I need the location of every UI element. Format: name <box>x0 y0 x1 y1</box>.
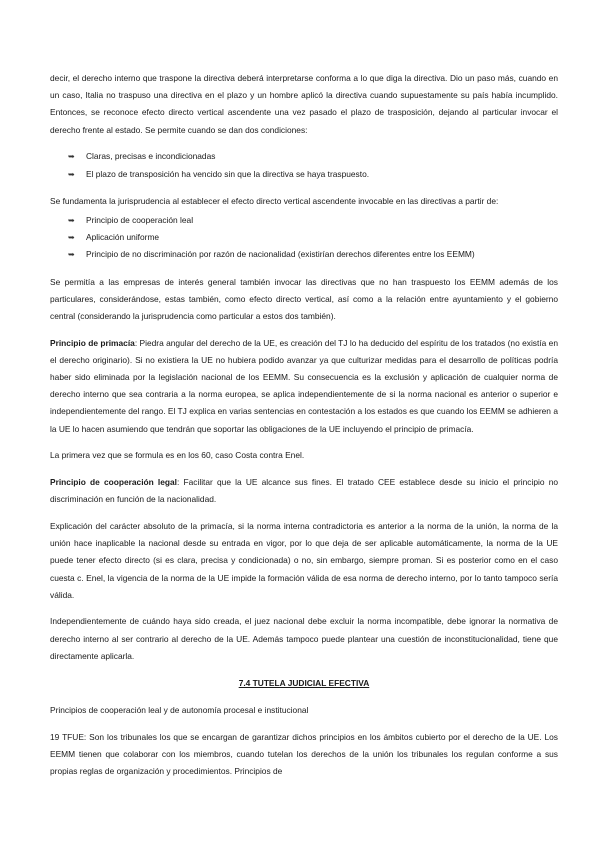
paragraph-jurisprudence: Se fundamenta la jurisprudencia al establecer el efecto directo vertical ascendente invocable en las directivas a partir de: <box>50 195 499 206</box>
list-item: ➥ El plazo de transposición ha vencido sin que la directiva se haya traspuesto. <box>68 166 558 183</box>
paragraph-absolute-primacy: Explicación del carácter absoluto de la primacía, si la norma interna contradictoria es anterior a la norma de la unión, la norma de la unión hace inaplicable la nacional desde su entrada en vigor, por lo que deja de ser aplicable automáticamente, la norma de la UE puede tener efecto directo (si es clara, precisa y condicionada) o no, sin embargo, siempre proman. Si es posterior como en el caso cuesta c. Enel, la vigencia de la norma de la UE impide la formación válida de esa norma de derecho interno, por lo tanto tampoco sería válida. <box>50 520 558 600</box>
principles-list <box>50 212 558 264</box>
paragraph-cooperation: Principio de cooperación legal: Facilitar que la UE alcance sus fines. El tratado CEE establece desde su inicio el principio no discriminación en función de la nacionalidad. <box>50 477 559 505</box>
primacy-label: Principio de primacía <box>50 337 135 348</box>
paragraph-costa-enel: La primera vez que se formula es en los 60, caso Costa contra Enel. <box>50 450 305 461</box>
paragraph-companies: Se permitía a las empresas de interés general también invocar las directivas que no han traspuesto los EEMM además de los particulares, considerándose, estas también, como efecto directo vertical, así como a la relación entre ayuntamiento y el gobierno central (considerando la jurisprudencia como particular a estos dos también). <box>50 276 558 321</box>
paragraph-tfue: 19 TFUE: Son los tribunales los que se encargan de garantizar dichos principios en los ámbitos cubierto por el derecho de la UE. Los EEMM tienen que colaborar con los miembros, cuando tutelan los derechos de la unión los tribunales los regulan conforme a sus propias reglas de organización y procedimientos. Principios de <box>50 731 558 776</box>
list-item: ➥ Principio de no discriminación por razón de nacionalidad (existirían derechos diferentes entre los EEMM) <box>68 246 558 263</box>
paragraph-principles-title: Principios de cooperación leal y de autonomía procesal e institucional <box>50 704 309 715</box>
document-body <box>50 70 558 790</box>
arrow-bullet-icon: ➥ <box>68 152 75 162</box>
arrow-bullet-icon: ➥ <box>68 233 75 243</box>
list-item: ➥ Aplicación uniforme <box>68 229 558 246</box>
paragraph-national-judge: Independientemente de cuándo haya sido creada, el juez nacional debe excluir la norma incompatible, debe ignorar la normativa de derecho interno al ser contrario al derecho de la UE. Además tampoco puede plantear una cuestión de inconstitucionalidad, tiene que directamente aplicarla. <box>50 616 558 661</box>
paragraph-primacy: Principio de primacía: Piedra angular del derecho de la UE, es creación del TJ lo ha deducido del espíritu de los tratados (no existía en el derecho originario). Si no existiera la UE no hubiera podido avanzar ya que culturizar medidas para el desarrollo de políticas podría haber sido eliminada por la legislación nacional de los EEMM. Su consecuencia es la exclusión y aplicación de cualquier norma de derecho interno que sea contraria a la norma europea, se aplica independientemente de si la norma nacional es anterior o superior e independientemente del rango. El TJ explica en varias sentencias en contestación a los estados es que cuando los EEMM se adhieren a la UE lo hacen asumiendo que tendrán que soportar las obligaciones de la UE incluyendo el principio de primacía. <box>50 337 558 434</box>
arrow-bullet-icon: ➥ <box>68 169 75 179</box>
section-heading: 7.4 TUTELA JUDICIAL EFECTIVA <box>238 677 370 688</box>
paragraph-directive-effect: decir, el derecho interno que traspone la directiva deberá interpretarse conforma a lo que diga la directiva. Dio un paso más, cuando en un caso, Italia no traspuso una directiva en el plazo y un hombre aplicó la directiva cuando supuestamente su país había incumplido. Entonces, se reconoce efecto directo vertical ascendente una vez pasado el plazo de trasposición, dejando al particular invocar el derecho frente al estado. Se permite cuando se dan dos condiciones: <box>50 73 558 135</box>
conditions-list <box>50 148 558 182</box>
list-item: ➥ Principio de cooperación leal <box>68 212 558 229</box>
cooperation-label: Principio de cooperación legal <box>50 477 178 488</box>
arrow-bullet-icon: ➥ <box>68 215 75 225</box>
list-item: ➥ Claras, precisas e incondicionadas <box>68 148 558 165</box>
arrow-bullet-icon: ➥ <box>68 250 75 260</box>
